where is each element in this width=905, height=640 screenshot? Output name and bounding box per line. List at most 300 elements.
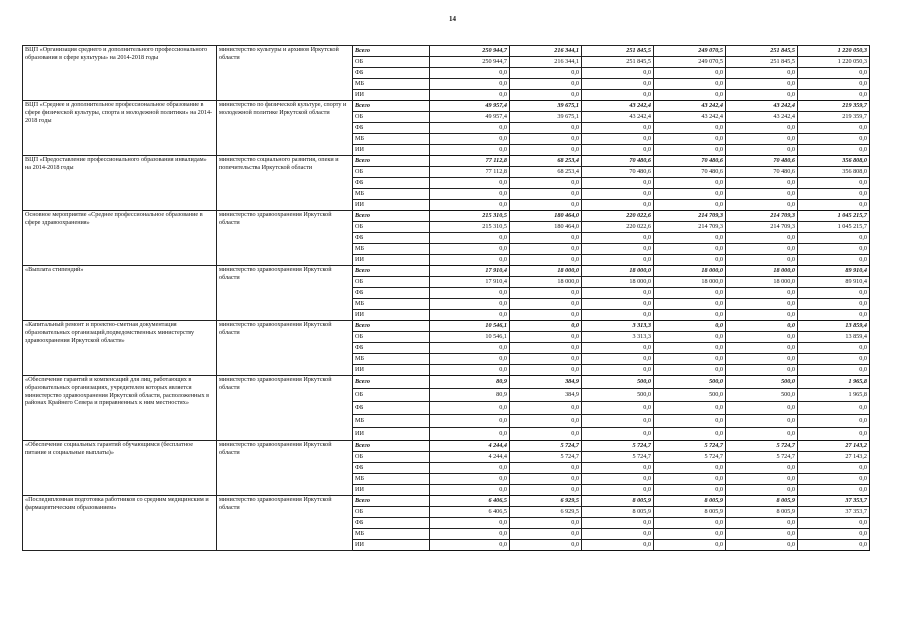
amount-cell: 0,0 xyxy=(510,343,582,354)
amount-cell: 37 353,7 xyxy=(798,507,870,518)
amount-cell: 49 957,4 xyxy=(430,112,510,123)
amount-cell: 0,0 xyxy=(582,529,654,540)
amount-cell: 80,9 xyxy=(430,389,510,402)
amount-cell: 68 253,4 xyxy=(510,167,582,178)
amount-cell: 0,0 xyxy=(654,415,726,428)
funding-source: ФБ xyxy=(353,463,430,474)
amount-cell: 0,0 xyxy=(582,310,654,321)
program-name: ВЦП «Предоставление профессионального образования инвалидам» на 2014-2018 годы xyxy=(23,156,217,211)
amount-cell: 0,0 xyxy=(798,79,870,90)
ministry-name: министерство социального развития, опеки и попечительства Иркутской области xyxy=(217,156,353,211)
amount-cell: 356 808,0 xyxy=(798,156,870,167)
amount-cell: 0,0 xyxy=(726,189,798,200)
amount-cell: 0,0 xyxy=(726,415,798,428)
amount-cell: 0,0 xyxy=(798,123,870,134)
amount-cell: 0,0 xyxy=(430,463,510,474)
funding-source: ИИ xyxy=(353,90,430,101)
amount-cell: 0,0 xyxy=(798,463,870,474)
program-name: «Выплата стипендий» xyxy=(23,266,217,321)
program-name: Основное мероприятие «Среднее профессиональное образование в сфере здравоохранения» xyxy=(23,211,217,266)
amount-cell: 10 546,1 xyxy=(430,321,510,332)
amount-cell: 0,0 xyxy=(510,463,582,474)
amount-cell: 0,0 xyxy=(582,299,654,310)
amount-cell: 0,0 xyxy=(726,402,798,415)
amount-cell: 0,0 xyxy=(654,540,726,551)
ministry-name: министерство здравоохранения Иркутской области xyxy=(217,441,353,496)
amount-cell: 0,0 xyxy=(510,123,582,134)
program-name: «Капитальный ремонт и проектно-сметная документация образовательных организаций,подведомственных министерству здравоохранения Иркутской области» xyxy=(23,321,217,376)
amount-cell: 0,0 xyxy=(430,123,510,134)
amount-cell: 8 005,9 xyxy=(654,496,726,507)
amount-cell: 0,0 xyxy=(654,79,726,90)
amount-cell: 5 724,7 xyxy=(654,452,726,463)
amount-cell: 0,0 xyxy=(510,134,582,145)
amount-cell: 1 220 050,3 xyxy=(798,57,870,68)
amount-cell: 6 929,5 xyxy=(510,507,582,518)
funding-source: ОБ xyxy=(353,452,430,463)
amount-cell: 5 724,7 xyxy=(510,441,582,452)
amount-cell: 1 965,8 xyxy=(798,376,870,389)
amount-cell: 0,0 xyxy=(798,310,870,321)
amount-cell: 0,0 xyxy=(654,299,726,310)
amount-cell: 250 944,7 xyxy=(430,57,510,68)
amount-cell: 0,0 xyxy=(510,255,582,266)
amount-cell: 0,0 xyxy=(510,178,582,189)
amount-cell: 219 359,7 xyxy=(798,112,870,123)
amount-cell: 77 112,8 xyxy=(430,167,510,178)
amount-cell: 0,0 xyxy=(430,189,510,200)
funding-source: ФБ xyxy=(353,123,430,134)
amount-cell: 0,0 xyxy=(726,288,798,299)
funding-source: МБ xyxy=(353,354,430,365)
funding-source: ИИ xyxy=(353,200,430,211)
page-number: 14 xyxy=(449,15,456,23)
amount-cell: 0,0 xyxy=(726,123,798,134)
amount-cell: 0,0 xyxy=(726,343,798,354)
amount-cell: 1 965,8 xyxy=(798,389,870,402)
funding-source: МБ xyxy=(353,244,430,255)
amount-cell: 0,0 xyxy=(430,540,510,551)
amount-cell: 0,0 xyxy=(510,474,582,485)
amount-cell: 0,0 xyxy=(726,299,798,310)
amount-cell: 0,0 xyxy=(654,145,726,156)
amount-cell: 0,0 xyxy=(582,68,654,79)
funding-source: ОБ xyxy=(353,389,430,402)
amount-cell: 0,0 xyxy=(726,310,798,321)
funding-source: ОБ xyxy=(353,57,430,68)
amount-cell: 500,0 xyxy=(582,389,654,402)
amount-cell: 500,0 xyxy=(726,389,798,402)
amount-cell: 0,0 xyxy=(654,402,726,415)
amount-cell: 0,0 xyxy=(510,145,582,156)
amount-cell: 250 944,7 xyxy=(430,46,510,57)
amount-cell: 0,0 xyxy=(726,485,798,496)
funding-source: ФБ xyxy=(353,233,430,244)
amount-cell: 0,0 xyxy=(430,79,510,90)
amount-cell: 0,0 xyxy=(510,244,582,255)
funding-source: ФБ xyxy=(353,288,430,299)
amount-cell: 0,0 xyxy=(582,288,654,299)
funding-source: ОБ xyxy=(353,332,430,343)
amount-cell: 5 724,7 xyxy=(726,452,798,463)
amount-cell: 18 000,0 xyxy=(582,277,654,288)
amount-cell: 0,0 xyxy=(582,134,654,145)
funding-source: МБ xyxy=(353,415,430,428)
table-row xyxy=(23,156,870,167)
amount-cell: 249 070,5 xyxy=(654,57,726,68)
amount-cell: 0,0 xyxy=(430,310,510,321)
amount-cell: 0,0 xyxy=(582,255,654,266)
amount-cell: 0,0 xyxy=(430,518,510,529)
funding-source: Всего xyxy=(353,441,430,452)
amount-cell: 0,0 xyxy=(726,321,798,332)
program-name: «Последипломная подготовка работников со средним медицинским и фармацевтическим образованием» xyxy=(23,496,217,551)
funding-source: ОБ xyxy=(353,277,430,288)
amount-cell: 3 313,3 xyxy=(582,321,654,332)
amount-cell: 70 480,6 xyxy=(726,167,798,178)
amount-cell: 0,0 xyxy=(582,79,654,90)
amount-cell: 214 709,3 xyxy=(654,211,726,222)
amount-cell: 0,0 xyxy=(726,200,798,211)
amount-cell: 5 724,7 xyxy=(582,441,654,452)
amount-cell: 0,0 xyxy=(726,79,798,90)
amount-cell: 0,0 xyxy=(798,90,870,101)
amount-cell: 27 143,2 xyxy=(798,441,870,452)
amount-cell: 216 344,1 xyxy=(510,57,582,68)
ministry-name: министерство здравоохранения Иркутской области xyxy=(217,211,353,266)
amount-cell: 0,0 xyxy=(654,485,726,496)
amount-cell: 70 480,6 xyxy=(582,167,654,178)
amount-cell: 0,0 xyxy=(726,463,798,474)
amount-cell: 0,0 xyxy=(726,244,798,255)
amount-cell: 0,0 xyxy=(654,518,726,529)
amount-cell: 0,0 xyxy=(510,529,582,540)
amount-cell: 18 000,0 xyxy=(510,266,582,277)
table-row xyxy=(23,496,870,507)
amount-cell: 89 910,4 xyxy=(798,277,870,288)
amount-cell: 0,0 xyxy=(582,463,654,474)
funding-source: МБ xyxy=(353,189,430,200)
amount-cell: 0,0 xyxy=(430,402,510,415)
amount-cell: 0,0 xyxy=(510,365,582,376)
ministry-name: министерство здравоохранения Иркутской области xyxy=(217,321,353,376)
amount-cell: 0,0 xyxy=(654,244,726,255)
amount-cell: 43 242,4 xyxy=(582,112,654,123)
amount-cell: 43 242,4 xyxy=(726,112,798,123)
amount-cell: 68 253,4 xyxy=(510,156,582,167)
amount-cell: 18 000,0 xyxy=(654,266,726,277)
funding-source: МБ xyxy=(353,474,430,485)
amount-cell: 18 000,0 xyxy=(654,277,726,288)
amount-cell: 0,0 xyxy=(654,343,726,354)
funding-source: МБ xyxy=(353,79,430,90)
amount-cell: 8 005,9 xyxy=(582,507,654,518)
amount-cell: 0,0 xyxy=(582,145,654,156)
amount-cell: 5 724,7 xyxy=(726,441,798,452)
amount-cell: 0,0 xyxy=(430,68,510,79)
amount-cell: 6 929,5 xyxy=(510,496,582,507)
amount-cell: 0,0 xyxy=(430,288,510,299)
amount-cell: 70 480,6 xyxy=(654,167,726,178)
funding-source: ИИ xyxy=(353,145,430,156)
amount-cell: 0,0 xyxy=(430,145,510,156)
amount-cell: 17 910,4 xyxy=(430,266,510,277)
amount-cell: 251 845,5 xyxy=(582,46,654,57)
amount-cell: 0,0 xyxy=(654,123,726,134)
amount-cell: 0,0 xyxy=(654,321,726,332)
amount-cell: 8 005,9 xyxy=(726,507,798,518)
amount-cell: 37 353,7 xyxy=(798,496,870,507)
amount-cell: 18 000,0 xyxy=(726,266,798,277)
amount-cell: 0,0 xyxy=(726,518,798,529)
amount-cell: 214 709,3 xyxy=(726,222,798,233)
amount-cell: 0,0 xyxy=(510,518,582,529)
funding-source: ИИ xyxy=(353,255,430,266)
amount-cell: 0,0 xyxy=(430,474,510,485)
amount-cell: 0,0 xyxy=(654,463,726,474)
amount-cell: 4 244,4 xyxy=(430,452,510,463)
amount-cell: 0,0 xyxy=(726,145,798,156)
amount-cell: 1 045 215,7 xyxy=(798,211,870,222)
funding-source: ФБ xyxy=(353,178,430,189)
amount-cell: 8 005,9 xyxy=(726,496,798,507)
funding-source: ИИ xyxy=(353,485,430,496)
amount-cell: 0,0 xyxy=(510,90,582,101)
amount-cell: 0,0 xyxy=(654,332,726,343)
amount-cell: 0,0 xyxy=(430,529,510,540)
amount-cell: 0,0 xyxy=(430,299,510,310)
amount-cell: 6 406,5 xyxy=(430,496,510,507)
program-name: ВЦП «Среднее и дополнительное профессиональное образование в сфере физической культуры, спорта и молодежной политики» на 2014-2018 годы xyxy=(23,101,217,156)
amount-cell: 8 005,9 xyxy=(582,496,654,507)
amount-cell: 500,0 xyxy=(654,389,726,402)
amount-cell: 0,0 xyxy=(654,178,726,189)
amount-cell: 0,0 xyxy=(582,428,654,441)
funding-source: Всего xyxy=(353,266,430,277)
funding-source: ФБ xyxy=(353,402,430,415)
amount-cell: 0,0 xyxy=(510,233,582,244)
amount-cell: 0,0 xyxy=(582,402,654,415)
amount-cell: 0,0 xyxy=(798,200,870,211)
amount-cell: 0,0 xyxy=(430,244,510,255)
amount-cell: 0,0 xyxy=(654,474,726,485)
amount-cell: 0,0 xyxy=(510,540,582,551)
funding-source: МБ xyxy=(353,529,430,540)
amount-cell: 0,0 xyxy=(726,178,798,189)
funding-source: Всего xyxy=(353,101,430,112)
amount-cell: 0,0 xyxy=(510,68,582,79)
funding-source: ИИ xyxy=(353,310,430,321)
amount-cell: 0,0 xyxy=(726,540,798,551)
amount-cell: 0,0 xyxy=(726,354,798,365)
amount-cell: 0,0 xyxy=(654,255,726,266)
amount-cell: 0,0 xyxy=(430,485,510,496)
amount-cell: 0,0 xyxy=(430,415,510,428)
funding-source: ФБ xyxy=(353,68,430,79)
amount-cell: 0,0 xyxy=(430,365,510,376)
program-name: «Обеспечение гарантий и компенсаций для лиц, работающих в образовательных организациях, учредителем которых является министерство здравоохранения Иркутской области, расположенных в районах Крайнего Севера и приравненных к ним местностях» xyxy=(23,376,217,441)
amount-cell: 0,0 xyxy=(654,354,726,365)
amount-cell: 0,0 xyxy=(798,402,870,415)
amount-cell: 70 480,6 xyxy=(582,156,654,167)
amount-cell: 0,0 xyxy=(430,255,510,266)
amount-cell: 0,0 xyxy=(654,428,726,441)
funding-source: ИИ xyxy=(353,365,430,376)
amount-cell: 70 480,6 xyxy=(654,156,726,167)
amount-cell: 0,0 xyxy=(510,428,582,441)
amount-cell: 89 910,4 xyxy=(798,266,870,277)
amount-cell: 0,0 xyxy=(798,485,870,496)
amount-cell: 251 845,5 xyxy=(726,57,798,68)
amount-cell: 0,0 xyxy=(726,428,798,441)
amount-cell: 0,0 xyxy=(654,90,726,101)
amount-cell: 18 000,0 xyxy=(726,277,798,288)
amount-cell: 0,0 xyxy=(798,474,870,485)
amount-cell: 43 242,4 xyxy=(654,101,726,112)
amount-cell: 0,0 xyxy=(654,68,726,79)
amount-cell: 0,0 xyxy=(654,365,726,376)
amount-cell: 0,0 xyxy=(582,343,654,354)
amount-cell: 27 143,2 xyxy=(798,452,870,463)
amount-cell: 49 957,4 xyxy=(430,101,510,112)
funding-source: Всего xyxy=(353,496,430,507)
amount-cell: 0,0 xyxy=(510,332,582,343)
funding-source: ОБ xyxy=(353,112,430,123)
amount-cell: 0,0 xyxy=(510,402,582,415)
table-row xyxy=(23,376,870,389)
amount-cell: 0,0 xyxy=(726,68,798,79)
amount-cell: 0,0 xyxy=(430,233,510,244)
funding-source: Всего xyxy=(353,321,430,332)
amount-cell: 43 242,4 xyxy=(726,101,798,112)
amount-cell: 0,0 xyxy=(798,540,870,551)
amount-cell: 17 910,4 xyxy=(430,277,510,288)
amount-cell: 0,0 xyxy=(430,200,510,211)
amount-cell: 0,0 xyxy=(430,428,510,441)
amount-cell: 5 724,7 xyxy=(582,452,654,463)
amount-cell: 0,0 xyxy=(582,123,654,134)
amount-cell: 0,0 xyxy=(798,518,870,529)
funding-source: ФБ xyxy=(353,343,430,354)
amount-cell: 180 464,0 xyxy=(510,222,582,233)
amount-cell: 251 845,5 xyxy=(582,57,654,68)
amount-cell: 215 310,5 xyxy=(430,222,510,233)
funding-source: МБ xyxy=(353,299,430,310)
amount-cell: 0,0 xyxy=(726,529,798,540)
amount-cell: 0,0 xyxy=(510,321,582,332)
amount-cell: 215 310,5 xyxy=(430,211,510,222)
funding-source: Всего xyxy=(353,156,430,167)
amount-cell: 0,0 xyxy=(510,189,582,200)
amount-cell: 18 000,0 xyxy=(510,277,582,288)
amount-cell: 0,0 xyxy=(726,474,798,485)
amount-cell: 220 022,6 xyxy=(582,211,654,222)
amount-cell: 0,0 xyxy=(654,529,726,540)
amount-cell: 220 022,6 xyxy=(582,222,654,233)
table-row xyxy=(23,441,870,452)
amount-cell: 0,0 xyxy=(798,255,870,266)
amount-cell: 0,0 xyxy=(798,134,870,145)
amount-cell: 6 406,5 xyxy=(430,507,510,518)
table-row xyxy=(23,46,870,57)
program-name: ВЦП «Организация среднего и дополнительного профессионального образования в сфере культуры» на 2014-2018 годы xyxy=(23,46,217,101)
funding-source: Всего xyxy=(353,46,430,57)
amount-cell: 356 808,0 xyxy=(798,167,870,178)
amount-cell: 0,0 xyxy=(582,474,654,485)
table-row xyxy=(23,321,870,332)
amount-cell: 0,0 xyxy=(510,299,582,310)
funding-source: ИИ xyxy=(353,540,430,551)
amount-cell: 0,0 xyxy=(798,233,870,244)
table-row xyxy=(23,211,870,222)
funding-source: ОБ xyxy=(353,222,430,233)
amount-cell: 0,0 xyxy=(510,200,582,211)
amount-cell: 0,0 xyxy=(798,299,870,310)
amount-cell: 0,0 xyxy=(798,244,870,255)
amount-cell: 0,0 xyxy=(798,288,870,299)
budget-table xyxy=(22,45,870,551)
funding-source: Всего xyxy=(353,211,430,222)
amount-cell: 0,0 xyxy=(798,415,870,428)
amount-cell: 384,9 xyxy=(510,376,582,389)
amount-cell: 43 242,4 xyxy=(582,101,654,112)
amount-cell: 0,0 xyxy=(510,288,582,299)
amount-cell: 0,0 xyxy=(510,485,582,496)
funding-source: ФБ xyxy=(353,518,430,529)
amount-cell: 43 242,4 xyxy=(654,112,726,123)
amount-cell: 39 675,1 xyxy=(510,101,582,112)
ministry-name: министерство по физической культуре, спорту и молодежной политике Иркутской области xyxy=(217,101,353,156)
funding-source: ОБ xyxy=(353,507,430,518)
amount-cell: 249 070,5 xyxy=(654,46,726,57)
amount-cell: 216 344,1 xyxy=(510,46,582,57)
amount-cell: 0,0 xyxy=(726,255,798,266)
amount-cell: 0,0 xyxy=(582,178,654,189)
amount-cell: 0,0 xyxy=(654,288,726,299)
amount-cell: 0,0 xyxy=(798,189,870,200)
amount-cell: 8 005,9 xyxy=(654,507,726,518)
amount-cell: 39 675,1 xyxy=(510,112,582,123)
amount-cell: 13 859,4 xyxy=(798,321,870,332)
amount-cell: 0,0 xyxy=(510,354,582,365)
amount-cell: 0,0 xyxy=(430,354,510,365)
amount-cell: 0,0 xyxy=(654,189,726,200)
amount-cell: 0,0 xyxy=(798,365,870,376)
amount-cell: 0,0 xyxy=(582,90,654,101)
amount-cell: 0,0 xyxy=(430,90,510,101)
amount-cell: 5 724,7 xyxy=(654,441,726,452)
amount-cell: 0,0 xyxy=(654,233,726,244)
amount-cell: 0,0 xyxy=(510,415,582,428)
amount-cell: 0,0 xyxy=(654,134,726,145)
amount-cell: 0,0 xyxy=(582,518,654,529)
amount-cell: 0,0 xyxy=(798,354,870,365)
amount-cell: 77 112,8 xyxy=(430,156,510,167)
amount-cell: 80,9 xyxy=(430,376,510,389)
amount-cell: 0,0 xyxy=(582,200,654,211)
funding-source: ОБ xyxy=(353,167,430,178)
amount-cell: 1 220 050,3 xyxy=(798,46,870,57)
ministry-name: министерство культуры и архивов Иркутской области xyxy=(217,46,353,101)
amount-cell: 0,0 xyxy=(510,79,582,90)
amount-cell: 0,0 xyxy=(726,134,798,145)
amount-cell: 0,0 xyxy=(430,178,510,189)
amount-cell: 0,0 xyxy=(582,233,654,244)
amount-cell: 0,0 xyxy=(726,365,798,376)
ministry-name: министерство здравоохранения Иркутской области xyxy=(217,376,353,441)
amount-cell: 0,0 xyxy=(582,354,654,365)
amount-cell: 500,0 xyxy=(582,376,654,389)
